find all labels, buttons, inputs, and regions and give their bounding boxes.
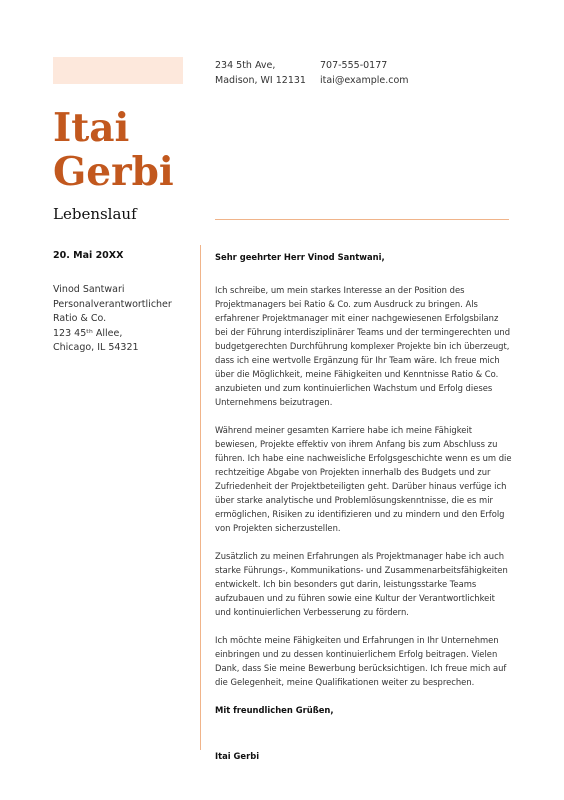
salutation: Sehr geehrter Herr Vinod Santwani, (215, 252, 385, 262)
recipient-title: Personalverantwortlicher (53, 298, 172, 310)
recipient-block (53, 283, 172, 356)
address-block (215, 58, 306, 88)
recipient-city: Chicago, IL 54321 (53, 342, 139, 354)
address-line-1: 234 5th Ave, (215, 60, 276, 71)
document-title: Lebenslauf (53, 205, 137, 223)
paragraph-1: Ich schreibe, um mein starkes Interesse an der Position des Projektmanagers bei Ratio & Co. zum Ausdruck zu bringen. Als erfahrener Projektmanager mit einer nachgewiesenen Erfolgsbilanz bei der Führung interdisziplinärer Teams und der termingerechten und budgetgerechten Durchführung komplexer Projekte bin ich überzeugt, dass ich eine wertvolle Ergänzung für Ihr Team wäre. Ich freue mich über die Möglichkeit, meine Fähigkeiten und Kenntnisse Ratio & Co. anzubieten und zum kontinuierlichen Wachstum und Erfolg dieses Unternehmens beizutragen. (215, 285, 511, 407)
recipient-street: 123 45ᵗʰ Allee, (53, 327, 123, 339)
recipient-company: Ratio & Co. (53, 313, 107, 325)
letter-date: 20. Mai 20XX (53, 250, 124, 261)
contact-block (320, 58, 409, 88)
paragraph-2: Während meiner gesamten Karriere habe ich meine Fähigkeit bewiesen, Projekte effektiv von ihrem Anfang bis zum Abschluss zu führen. Ich habe eine nachweisliche Erfolgsgeschichte wenn es um die rechtzeitige Abgabe von Projekten innerhalb des Budgets und zur Zufriedenheit der Projektbeteiligten geht. Darüber hinaus verfüge ich über starke analytische und Problemlösungskenntnisse, die es mir ermöglichen, Risiken zu identifizieren und zu mindern und den Erfolg von Projekten sicherzustellen. (215, 425, 512, 533)
paragraph-3: Zusätzlich zu meinen Erfahrungen als Projektmanager habe ich auch starke Führungs-, Kommunikations- und Zusammenarbeitsfähigkeiten entwickelt. Ich bin besonders gut darin, leistungsstarke Teams aufzubauen und zu führen sowie eine Kultur der Verantwortlichkeit und kontinuierlichen Verbesserung zu fördern. (215, 551, 508, 617)
paragraph-4: Ich möchte meine Fähigkeiten und Erfahrungen in Ihr Unternehmen einbringen und zu dessen kontinuierlichem Erfolg beitragen. Vielen Dank, dass Sie meine Bewerbung berücksichtigen. Ich freue mich auf die Gelegenheit, meine Qualifikationen weiter zu besprechen. (215, 635, 507, 687)
closing: Mit freundlichen Grüßen, (215, 705, 334, 715)
recipient-name: Vinod Santwari (53, 284, 125, 295)
phone-number: 707-555-0177 (320, 60, 388, 71)
letter-body (215, 250, 512, 771)
applicant-name (53, 106, 174, 194)
accent-block (53, 57, 183, 84)
signature: Itai Gerbi (215, 751, 260, 761)
vertical-divider (200, 245, 201, 750)
email-address: itai@example.com (320, 75, 409, 86)
address-line-2: Madison, WI 12131 (215, 75, 306, 86)
last-name: Gerbi (53, 149, 174, 195)
horizontal-divider (215, 219, 509, 220)
first-name: Itai (53, 105, 130, 151)
